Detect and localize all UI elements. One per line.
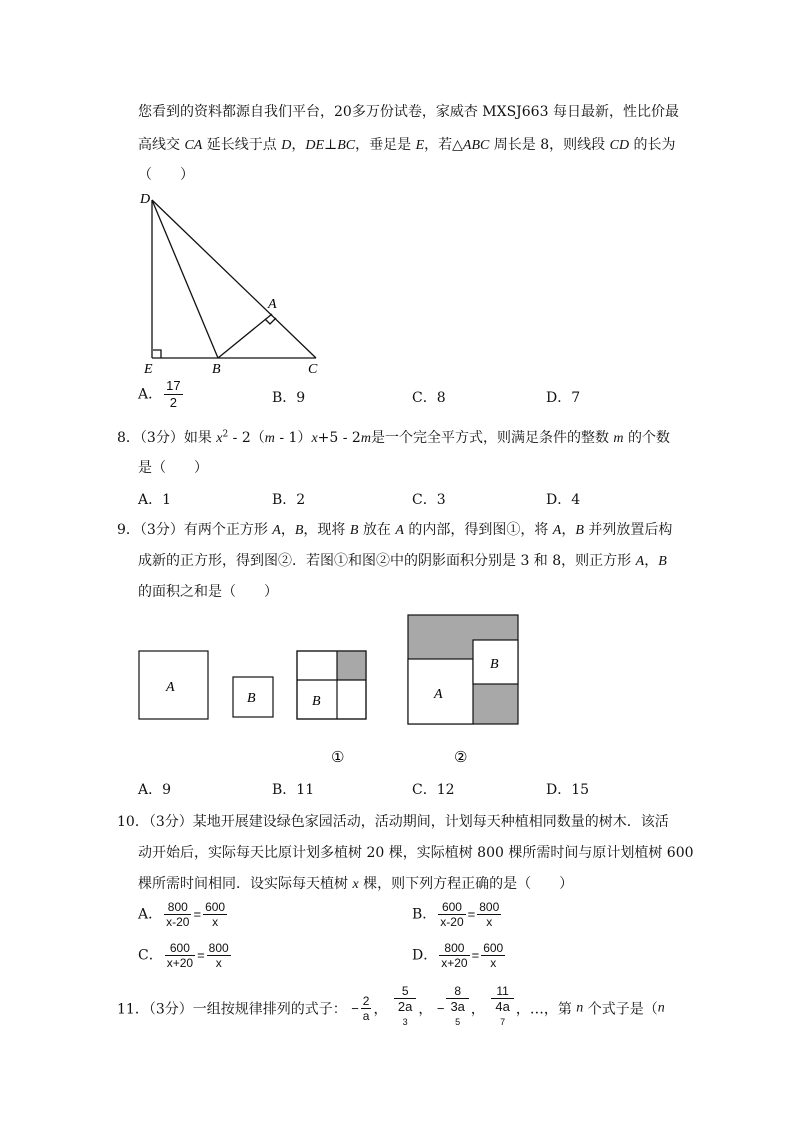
q10-line2: 动开始后，实际每天比原计划多植树 20 棵，实际植树 800 棵所需时间与原计划植树 600 <box>138 845 694 861</box>
q7-option-d: D．7 <box>546 390 581 406</box>
q10-line1: 10．（3分）某地开展建设绿色家园活动，活动期间，计划每天种植相同数量的树木．该活 <box>117 814 669 830</box>
q7-option-a: A． $\frac{17}{2}$ <box>138 378 181 410</box>
label-square-a: A <box>166 680 175 695</box>
figure1-shaded-region <box>337 651 366 680</box>
q7-option-c: C．8 <box>412 390 446 406</box>
q10-line3: 棵所需时间相同．设实际每天植树 x 棵，则下列方程正确的是（ ） <box>138 876 574 892</box>
q11-term-1: $\frac{2}{a}$ <box>362 994 370 1023</box>
label-b: B <box>212 362 221 377</box>
q8-line1: 8．（3分）如果 $x^2 - 2(m - 1)x+5 - 2m$是一个完全平方式，则满足条件的整数 m 的个数 <box>117 429 670 446</box>
line-dc <box>152 200 316 358</box>
q7-triangle-figure <box>130 188 330 378</box>
label-a: A <box>268 297 277 312</box>
q9-line3: 的面积之和是（ ） <box>138 584 278 600</box>
q8-option-d: D．4 <box>546 492 581 508</box>
q8-option-b: B．2 <box>272 492 306 508</box>
q7-paren: （ ） <box>138 167 194 183</box>
q7-line1: 高线交 CA 延长线于点 D，DE⊥BC，垂足是 E，若△ABC 周长是 8，则线段 CD 的长为 <box>138 137 676 153</box>
q10-option-c: C． $\frac{600}{x+20}$ = $\frac{800}{x}$ <box>138 941 229 970</box>
q10-option-d: D． $\frac{800}{x+20}$ = $\frac{600}{x}$ <box>412 941 504 970</box>
right-angle-e <box>153 350 161 358</box>
label-square-b: B <box>247 691 256 706</box>
q11-line: 11．（3分）一组按规律排列的式子： − $\frac{2}{a}$ ， 5 2a $^3$ ， − 8 3a $^5$ ， 11 4a $^7$ ，…，第 n 个式子是（n <box>117 984 665 1033</box>
q9-line2: 成新的正方形，得到图②．若图①和图②中的阴影面积分别是 3 和 8，则正方形 A，B <box>138 553 667 569</box>
q10-option-a: A． $\frac{800}{x-20}$ = $\frac{600}{x}$ <box>138 900 226 929</box>
label-figure2-a: A <box>434 687 443 702</box>
q9-option-d: D．15 <box>546 782 590 798</box>
q7-option-b: B．9 <box>272 390 306 406</box>
line-db <box>152 200 218 358</box>
q8-option-a: A．1 <box>138 492 172 508</box>
label-e: E <box>144 362 153 377</box>
q11-term-4: 11 4a $^7$ <box>491 984 513 1033</box>
q8-option-c: C．3 <box>412 492 446 508</box>
q11-term-3: 8 3a $^5$ <box>446 984 468 1033</box>
line-ba <box>218 314 272 358</box>
label-c: C <box>308 362 318 377</box>
q9-squares-figure <box>130 608 530 773</box>
q9-option-b: B．11 <box>272 782 315 798</box>
header-line: 您看到的资料都源自我们平台，20多万份试卷，家威杏 MXSJ663 每日最新，性比价最 <box>138 104 679 120</box>
label-figure2-b: B <box>490 657 499 672</box>
figure2-label: ② <box>454 748 468 766</box>
figure1-label: ① <box>331 748 345 766</box>
q9-option-c: C．12 <box>412 782 455 798</box>
label-figure1-b: B <box>312 694 321 709</box>
label-d: D <box>140 192 151 207</box>
q10-option-b: B． $\frac{600}{x-20}$ = $\frac{800}{x}$ <box>412 900 500 929</box>
q8-line2: 是（ ） <box>138 460 208 476</box>
q11-term-2: 5 2a $^3$ <box>394 984 416 1033</box>
figure2-shaded-right <box>473 684 518 724</box>
q9-line1: 9．（3分）有两个正方形 A，B，现将 B 放在 A 的内部，得到图①，将 A，B 并列放置后构 <box>117 522 673 538</box>
q9-option-a: A．9 <box>138 782 172 798</box>
